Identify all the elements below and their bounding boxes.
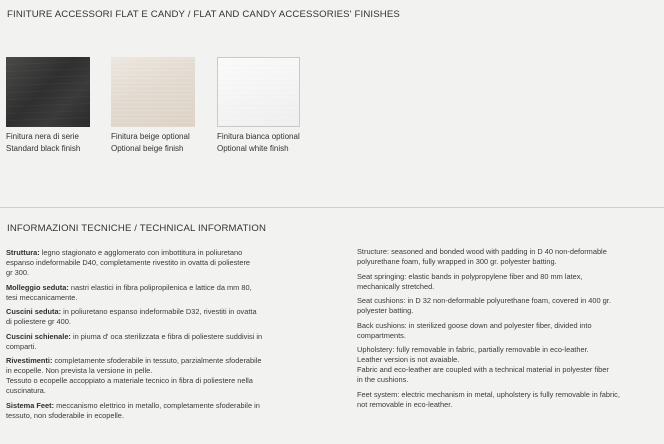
spec-line: espanso indeformabile D40, completamente rivestito in ovatta di poliestere xyxy=(6,258,251,267)
spec-line: tessuto, non sfoderabile in ecopelle. xyxy=(6,410,124,420)
spec-paragraph xyxy=(357,247,657,267)
spec-paragraph xyxy=(6,356,302,396)
spec-line: Feet system: electric mechanism in metal, upholstery is fully removable in fabric, xyxy=(357,389,620,399)
spec-line: polyester batting. xyxy=(357,306,414,315)
spec-line: Cuscini schienale: in piuma d' oca sterilizzata e fibra di poliestere suddivisi in xyxy=(6,331,263,341)
spec-paragraph xyxy=(6,248,302,278)
spec-paragraph xyxy=(6,307,302,327)
spec-line: Tessuto o ecopelle accoppiato a materiale tecnico in fibra di poliestere nella xyxy=(6,376,253,385)
spec-line: compartments. xyxy=(357,330,406,340)
spec-line: Rivestimenti: completamente sfoderabile in tessuto, parzialmente sfoderabile xyxy=(6,356,262,365)
beige-finish-caption xyxy=(111,131,190,154)
spec-line: Seat cushions: in D 32 non-deformable polyurethane foam, covered in 400 gr. xyxy=(357,296,611,305)
technical-info-italian xyxy=(6,248,302,425)
section-divider xyxy=(0,207,664,208)
spec-label: Struttura: xyxy=(6,248,40,257)
spec-line: comparti. xyxy=(6,341,37,351)
finishes-title: FINITURE ACCESSORI FLAT E CANDY / FLAT AND CANDY ACCESSORIES' FINISHES xyxy=(7,9,400,20)
black-finish-swatch xyxy=(6,57,90,127)
spec-paragraph xyxy=(357,390,657,410)
spec-line: gr 300. xyxy=(6,268,30,277)
caption-it: Finitura bianca optional xyxy=(217,132,300,141)
spec-line: mechanically stretched. xyxy=(357,281,435,291)
technical-info-english xyxy=(357,247,657,414)
spec-line: Back cushions: in sterilized goose down and polyester fiber, divided into xyxy=(357,320,592,330)
spec-label: Cuscini seduta: xyxy=(6,307,62,316)
spec-line: in ecopelle. Non prevista la versione in pelle. xyxy=(6,366,153,375)
black-finish-caption xyxy=(6,131,80,154)
spec-line: Struttura: legno stagionato e agglomerato con imbottitura in poliuretano xyxy=(6,248,243,257)
spec-label: Molleggio seduta: xyxy=(6,282,69,292)
caption-it: Finitura nera di serie xyxy=(6,132,79,141)
spec-paragraph xyxy=(357,321,657,341)
spec-line: Upholstery: fully removable in fabric, partially removable in eco-leather. xyxy=(357,345,589,354)
caption-en: Optional beige finish xyxy=(111,143,184,153)
spec-label: Cuscini schienale: xyxy=(6,331,71,341)
spec-line: Leather version is not avaiable. xyxy=(357,355,460,364)
spec-line: Fabric and eco-leather are coupled with a technical material in polyester fiber xyxy=(357,365,609,374)
spec-paragraph xyxy=(357,272,657,292)
spec-line: polyurethane foam, fully wrapped in 300 gr. polyester batting. xyxy=(357,257,557,266)
caption-en: Optional white finish xyxy=(217,143,289,153)
spec-paragraph xyxy=(6,283,302,303)
beige-finish-swatch xyxy=(111,57,195,127)
spec-line: Sistema Feet: meccanismo elettrico in metallo, completamente sfoderabile in xyxy=(6,400,260,410)
white-finish-caption xyxy=(217,131,300,154)
spec-line: not removable in eco-leather. xyxy=(357,399,453,409)
spec-paragraph xyxy=(6,332,302,352)
white-finish-swatch xyxy=(217,57,300,127)
caption-en: Standard black finish xyxy=(6,143,81,153)
technical-info-title: INFORMAZIONI TECNICHE / TECHNICAL INFORMATION xyxy=(7,223,267,234)
spec-line: di poliestere gr 400. xyxy=(6,317,71,326)
spec-paragraph xyxy=(357,296,657,316)
caption-it: Finitura beige optional xyxy=(111,132,190,141)
spec-line: in the cushions. xyxy=(357,375,409,384)
spec-line: Seat springing: elastic bands in polypropylene fiber and 80 mm latex, xyxy=(357,271,583,281)
spec-line: tesi meccanicamente. xyxy=(6,292,78,302)
spec-line: Structure: seasoned and bonded wood with padding in D 40 non-deformable xyxy=(357,247,607,256)
spec-label: Rivestimenti: xyxy=(6,356,53,365)
spec-paragraph xyxy=(6,401,302,421)
spec-line: Cuscini seduta: in poliuretano espanso indeformabile D32, rivestiti in ovatta xyxy=(6,307,257,316)
spec-label: Sistema Feet: xyxy=(6,400,55,410)
spec-line: cuscinatura. xyxy=(6,386,46,395)
spec-paragraph xyxy=(357,345,657,385)
spec-line: Molleggio seduta: nastri elastici in fibra polipropilenica e lattice da mm 80, xyxy=(6,282,252,292)
